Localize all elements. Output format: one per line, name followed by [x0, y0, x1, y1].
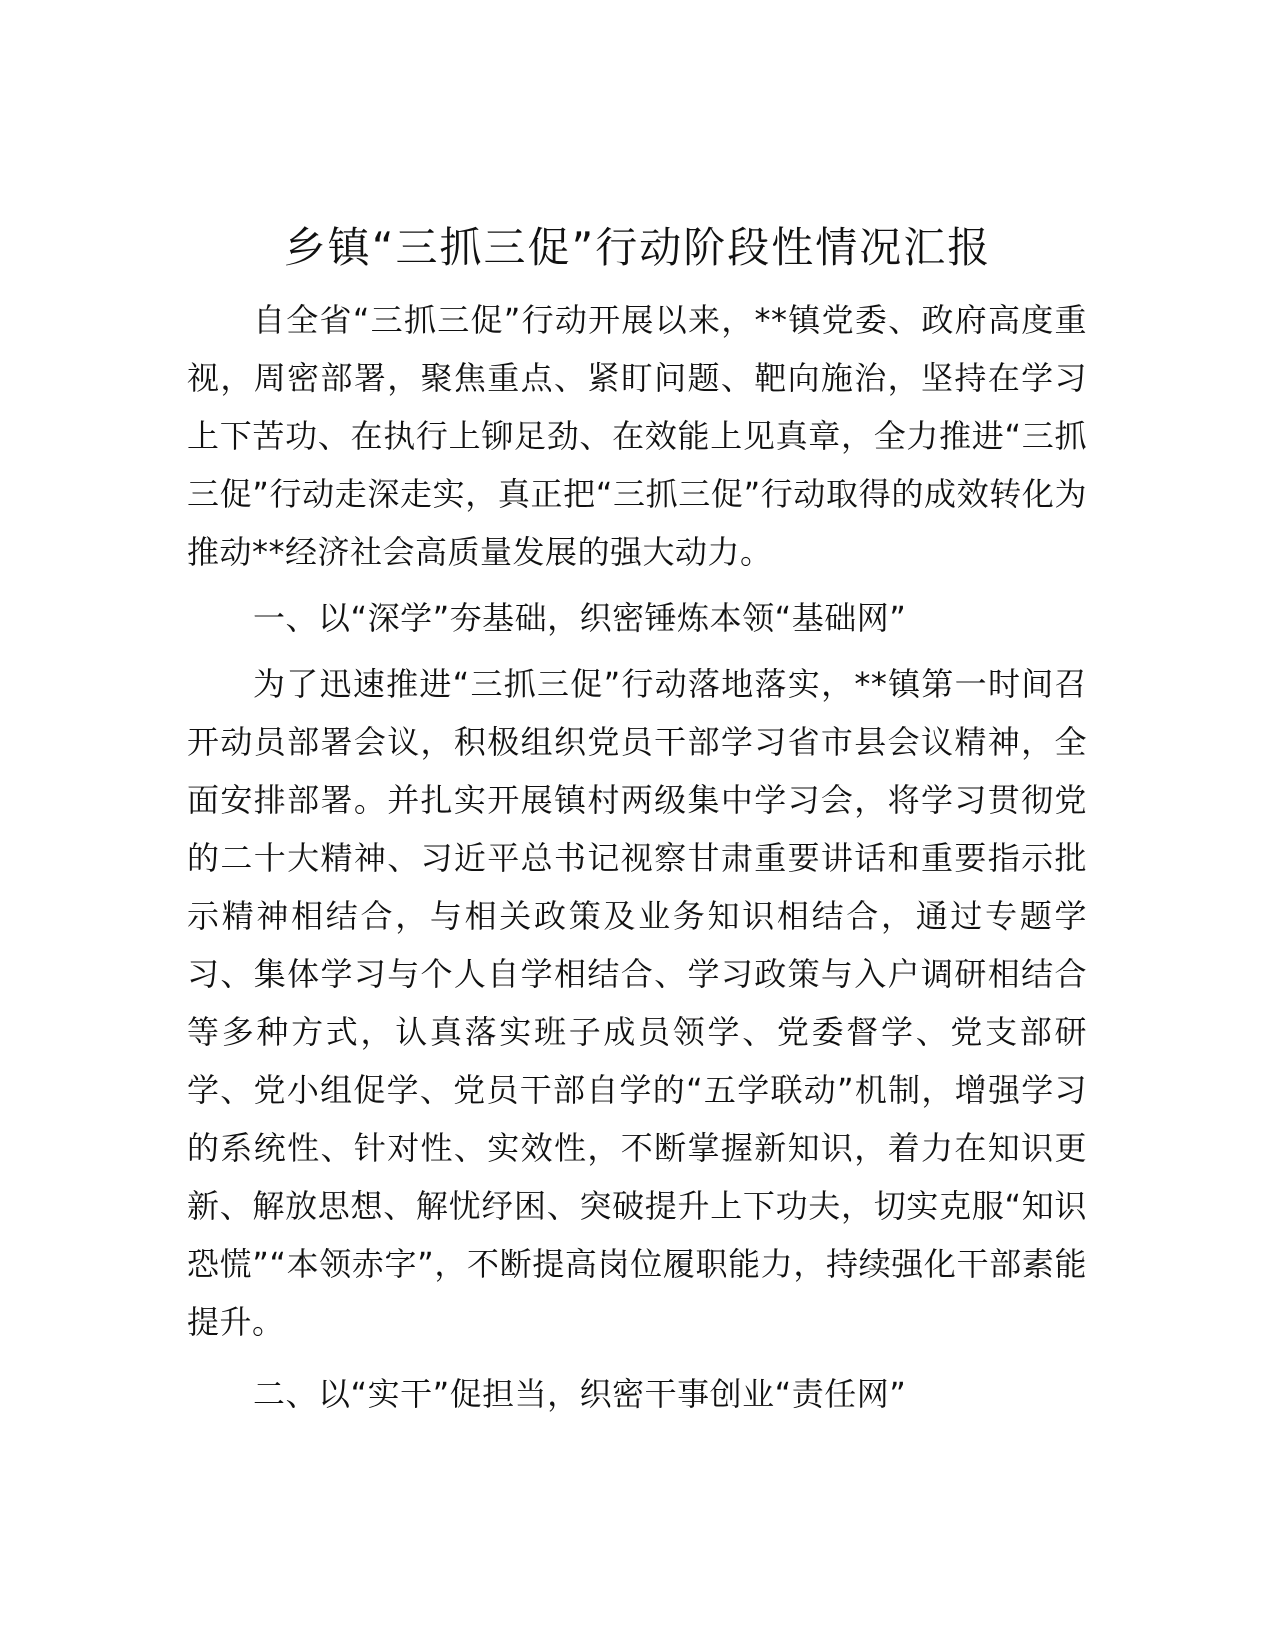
intro-paragraph: 自全省“三抓三促”行动开展以来，**镇党委、政府高度重视，周密部署，聚焦重点、紧盯问题、靶向施治，坚持在学习上下苦功、在执行上铆足劲、在效能上见真章，全力推进“三抓三促”行动走深走实，真正把“三抓三促”行动取得的成效转化为推动**经济社会高质量发展的强大动力。 — [187, 301, 1087, 571]
section-1-paragraph: 为了迅速推进“三抓三促”行动落地落实，**镇第一时间召开动员部署会议，积极组织党员干部学习省市县会议精神，全面安排部署。并扎实开展镇村两级集中学习会，将学习贯彻党的二十大精神、习近平总书记视察甘肃重要讲话和重要指示批示精神相结合，与相关政策及业务知识相结合，通过专题学习、集体学习与个人自学相结合、学习政策与入户调研相结合等多种方式，认真落实班子成员领学、党委督学、党支部研学、党小组促学、党员干部自学的“五学联动”机制，增强学习的系统性、针对性、实效性，不断掌握新知识，着力在知识更新、解放思想、解忧纾困、突破提升上下功夫，切实克服“知识恐慌”“本领赤字”，不断提高岗位履职能力，持续强化干部素能提升。 — [187, 665, 1087, 1341]
section-1-heading: 一、以“深学”夯基础，织密锤炼本领“基础网” — [253, 599, 907, 637]
document-title: 乡镇“三抓三促”行动阶段性情况汇报 — [283, 223, 992, 272]
section-2-heading: 二、以“实干”促担当，织密干事创业“责任网” — [253, 1375, 907, 1413]
document-body — [187, 291, 1087, 1423]
